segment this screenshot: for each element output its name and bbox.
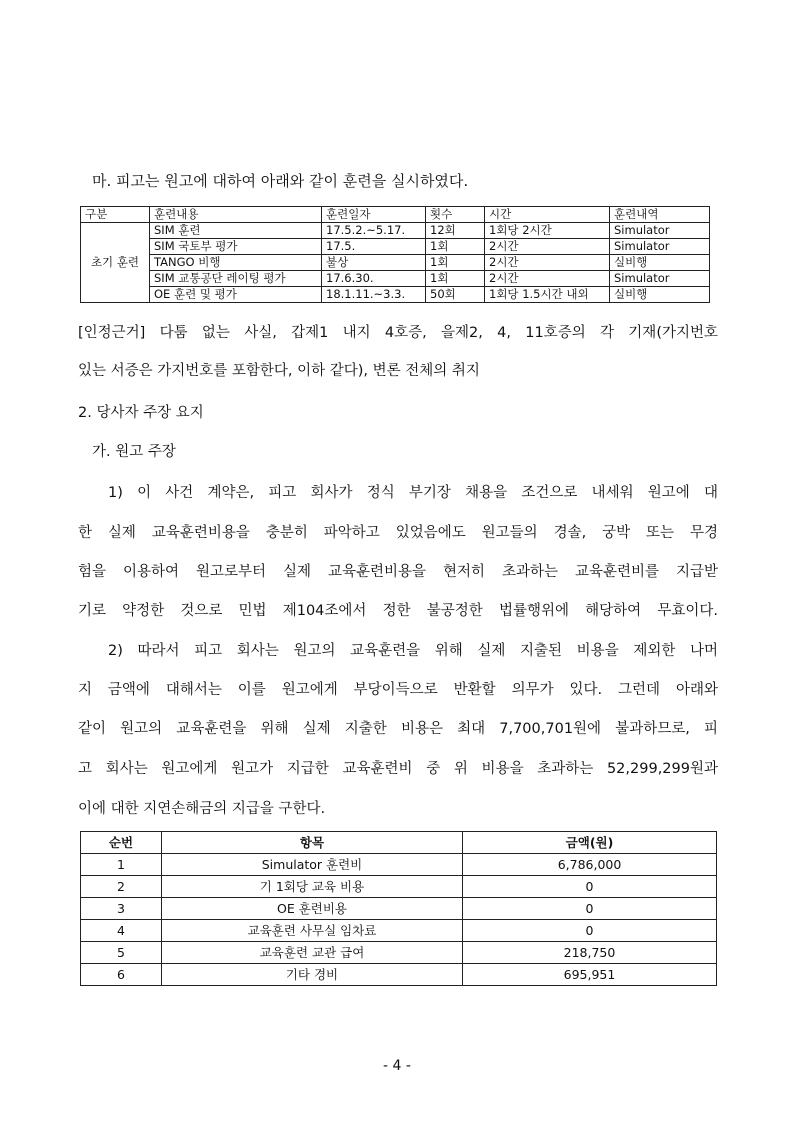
- table-cell: 0: [463, 920, 717, 942]
- table-cell: 3: [81, 898, 162, 920]
- table-cell: SIM 교통공단 레이팅 평가: [150, 271, 322, 287]
- table-row: [81, 854, 717, 876]
- table-row: [81, 898, 717, 920]
- table-cell: 교육훈련 교관 급여: [162, 942, 463, 964]
- table-cell: 12회: [426, 223, 485, 239]
- table-row: [81, 964, 717, 986]
- table-cell: 1회: [426, 239, 485, 255]
- table-row: [81, 255, 710, 271]
- table-cell: 기타 경비: [162, 964, 463, 986]
- table-cell: 17.6.30.: [322, 271, 426, 287]
- table-cell: 교육훈련 사무실 임차료: [162, 920, 463, 942]
- table-cell: 2시간: [485, 255, 610, 271]
- paragraph-line: 한 실제 교육훈련비용을 충분히 파악하고 있었음에도 원고들의 경솔, 궁박 또는 무경: [78, 525, 718, 541]
- training-table-header: [81, 207, 710, 223]
- paragraph-line: 같이 원고의 교육훈련을 위해 실제 지출한 비용은 최대 7,700,701원에 불과하므로, 피: [78, 721, 718, 737]
- table-cell: 0: [463, 876, 717, 898]
- table-cell: Simulator: [610, 271, 710, 287]
- table-cell: 1회: [426, 255, 485, 271]
- table-cell: 실비행: [610, 255, 710, 271]
- table-cell: SIM 국토부 평가: [150, 239, 322, 255]
- table-cell: 기 1회당 교육 비용: [162, 876, 463, 898]
- table-row: [81, 942, 717, 964]
- table-cell: Simulator: [610, 239, 710, 255]
- table-cell: Simulator 훈련비: [162, 854, 463, 876]
- table-cell: 1회당 2시간: [485, 223, 610, 239]
- cost-table-header: [81, 832, 717, 854]
- table-cell: 4: [81, 920, 162, 942]
- table-row: [81, 920, 717, 942]
- header-cell: 횟수: [426, 207, 485, 223]
- paragraph-line: 고 회사는 원고에게 원고가 지급한 교육훈련비 중 위 비용을 초과하는 52,299,299원과: [78, 761, 718, 777]
- section-title: 2. 당사자 주장 요지: [78, 405, 204, 421]
- table-row: [81, 223, 710, 239]
- basis-line: 있는 서증은 가지번호를 포함한다, 이하 같다), 변론 전체의 취지: [78, 363, 480, 379]
- table-cell: OE 훈련 및 평가: [150, 287, 322, 303]
- header-cell: 금액(원): [463, 832, 717, 854]
- table-cell: 18.1.11.~3.3.: [322, 287, 426, 303]
- header-cell: 시간: [485, 207, 610, 223]
- paragraph-line: 지 금액에 대해서는 이를 원고에게 부당이득으로 반환할 의무가 있다. 그런데 아래와: [78, 682, 718, 698]
- group-label: 초기 훈련: [81, 223, 150, 303]
- paragraph-line: 험을 이용하여 원고로부터 실제 교육훈련비용을 현저히 초과하는 교육훈련비를 지급받: [78, 564, 718, 580]
- page-number: - 4 -: [383, 1058, 411, 1074]
- header-cell: 순번: [81, 832, 162, 854]
- table-cell: 5: [81, 942, 162, 964]
- table-cell: TANGO 비행: [150, 255, 322, 271]
- paragraph-line: 이에 대한 지연손해금의 지급을 구한다.: [78, 801, 326, 817]
- table-cell: 0: [463, 898, 717, 920]
- intro-text: 마. 피고는 원고에 대하여 아래와 같이 훈련을 실시하였다.: [92, 172, 469, 190]
- table-cell: 1: [81, 854, 162, 876]
- table-cell: 50회: [426, 287, 485, 303]
- table-row: [81, 239, 710, 255]
- header-cell: 훈련내역: [610, 207, 710, 223]
- table-row: [81, 876, 717, 898]
- table-cell: 6,786,000: [463, 854, 717, 876]
- paragraph-line: 2) 따라서 피고 회사는 원고의 교육훈련을 위해 실제 지출된 비용을 제외한 나머: [108, 643, 718, 659]
- table-cell: 17.5.: [322, 239, 426, 255]
- header-cell: 훈련일자: [322, 207, 426, 223]
- table-row: [81, 271, 710, 287]
- basis-line: [인정근거] 다툼 없는 사실, 갑제1 내지 4호증, 을제2, 4, 11호증의 각 기재(가지번호: [78, 325, 718, 341]
- cost-table: [80, 831, 717, 986]
- table-cell: 695,951: [463, 964, 717, 986]
- header-cell: 훈련내용: [150, 207, 322, 223]
- subsection-title: 가. 원고 주장: [92, 444, 176, 460]
- header-cell: 항목: [162, 832, 463, 854]
- table-cell: 2: [81, 876, 162, 898]
- table-cell: 불상: [322, 255, 426, 271]
- table-cell: 2시간: [485, 239, 610, 255]
- table-cell: 218,750: [463, 942, 717, 964]
- table-cell: 6: [81, 964, 162, 986]
- table-cell: OE 훈련비용: [162, 898, 463, 920]
- table-cell: Simulator: [610, 223, 710, 239]
- table-cell: 17.5.2.~5.17.: [322, 223, 426, 239]
- paragraph-line: 기로 약정한 것으로 민법 제104조에서 정한 불공정한 법률행위에 해당하여 무효이다.: [78, 603, 718, 619]
- table-cell: 2시간: [485, 271, 610, 287]
- table-row: [81, 287, 710, 303]
- table-cell: 1회당 1.5시간 내외: [485, 287, 610, 303]
- training-table: [80, 206, 710, 303]
- table-cell: 1회: [426, 271, 485, 287]
- table-cell: 실비행: [610, 287, 710, 303]
- table-cell: SIM 훈련: [150, 223, 322, 239]
- header-cell: 구분: [81, 207, 150, 223]
- paragraph-line: 1) 이 사건 계약은, 피고 회사가 정식 부기장 채용을 조건으로 내세워 원고에 대: [108, 485, 718, 501]
